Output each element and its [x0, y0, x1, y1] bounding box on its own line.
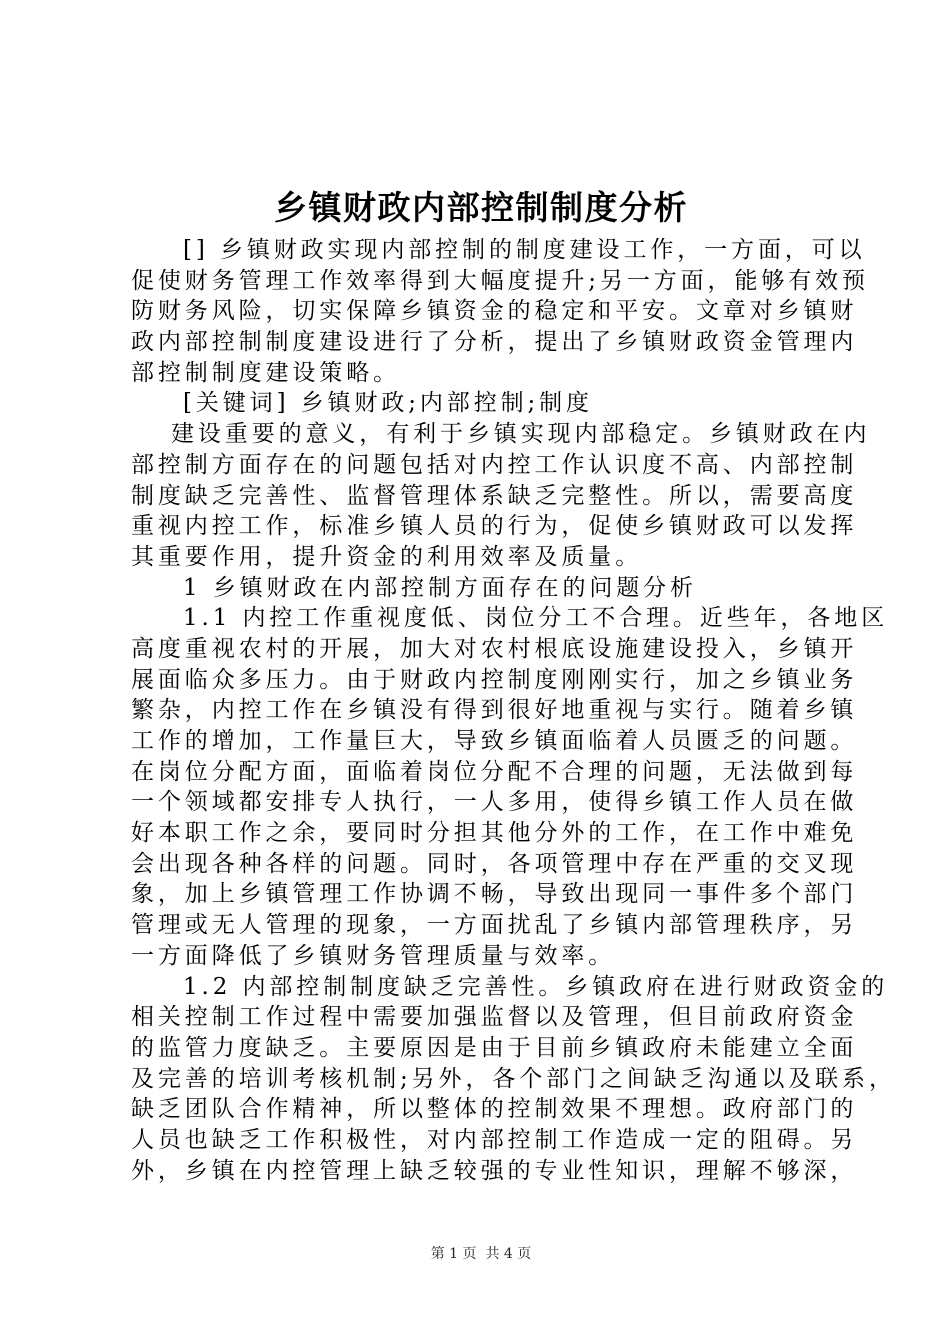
text-line: 高度重视农村的开展，加大对农村根底设施建设投入，乡镇开 — [131, 635, 858, 662]
subsection-line: 1.1 内控工作重视度低、岗位分工不合理。近些年，各地区 — [183, 605, 889, 632]
text-line: 的监管力度缺乏。主要原因是由于目前乡镇政府未能建立全面 — [131, 1034, 858, 1061]
text-line: 部控制制度建设策略。 — [131, 359, 400, 386]
text-line: 其重要作用，提升资金的利用效率及质量。 — [131, 543, 643, 570]
text-line: 制度缺乏完善性、监督管理体系缺乏完整性。所以，需要高度 — [131, 482, 858, 509]
text-line: 会出现各种各样的问题。同时，各项管理中存在严重的交叉现 — [131, 850, 858, 877]
text-line: 政内部控制制度建设进行了分析，提出了乡镇财政资金管理内 — [131, 329, 858, 356]
text-line: 展面临众多压力。由于财政内控制度刚刚实行，加之乡镇业务 — [131, 666, 858, 693]
text-line: 缺乏团队合作精神，所以整体的控制效果不理想。政府部门的 — [131, 1096, 858, 1123]
text-line: 重视内控工作，标准乡镇人员的行为，促使乡镇财政可以发挥 — [131, 513, 858, 540]
text-line: 外，乡镇在内控管理上缺乏较强的专业性知识，理解不够深， — [131, 1157, 858, 1184]
text-line: 及完善的培训考核机制;另外，各个部门之间缺乏沟通以及联系， — [131, 1065, 896, 1092]
text-line: 工作的增加，工作量巨大，导致乡镇面临着人员匮乏的问题。 — [131, 728, 858, 754]
text-line: 繁杂，内控工作在乡镇没有得到很好地重视与实行。随着乡镇 — [131, 697, 858, 724]
text-line: 好本职工作之余，要同时分担其他分外的工作，在工作中难免 — [131, 820, 858, 847]
text-line: 防财务风险，切实保障乡镇资金的稳定和平安。文章对乡镇财 — [131, 298, 858, 325]
text-line: 象，加上乡镇管理工作协调不畅，导致出现同一事件多个部门 — [131, 881, 858, 908]
text-line: 建设重要的意义，有利于乡镇实现内部稳定。乡镇财政在内 — [171, 421, 871, 448]
text-line: [] 乡镇财政实现内部控制的制度建设工作，一方面，可以 — [183, 237, 866, 263]
text-line: 部控制方面存在的问题包括对内控工作认识度不高、内部控制 — [131, 451, 858, 478]
document-title: 乡镇财政内部控制制度分析 — [274, 188, 688, 227]
text-line: 相关控制工作过程中需要加强监督以及管理，但目前政府资金 — [131, 1004, 858, 1031]
keywords-line: [关键词] 乡镇财政;内部控制;制度 — [183, 390, 593, 417]
document-body — [131, 235, 896, 1186]
text-line: 在岗位分配方面，面临着岗位分配不合理的问题，无法做到每 — [131, 758, 858, 785]
text-line: 人员也缺乏工作积极性，对内部控制工作造成一定的阻碍。另 — [131, 1126, 858, 1153]
text-line: 管理或无人管理的现象，一方面扰乱了乡镇内部管理秩序，另 — [131, 912, 858, 939]
text-line: 促使财务管理工作效率得到大幅度提升;另一方面，能够有效预 — [131, 267, 869, 294]
text-line: 一个领域都安排专人执行，一人多用，使得乡镇工作人员在做 — [131, 789, 858, 816]
section-heading: 1 乡镇财政在内部控制方面存在的问题分析 — [183, 574, 697, 601]
page-number-footer: 第 1 页 共 4 页 — [430, 1246, 532, 1262]
subsection-line: 1.2 内部控制制度缺乏完善性。乡镇政府在进行财政资金的 — [183, 973, 889, 1000]
text-line: 一方面降低了乡镇财务管理质量与效率。 — [131, 942, 616, 969]
